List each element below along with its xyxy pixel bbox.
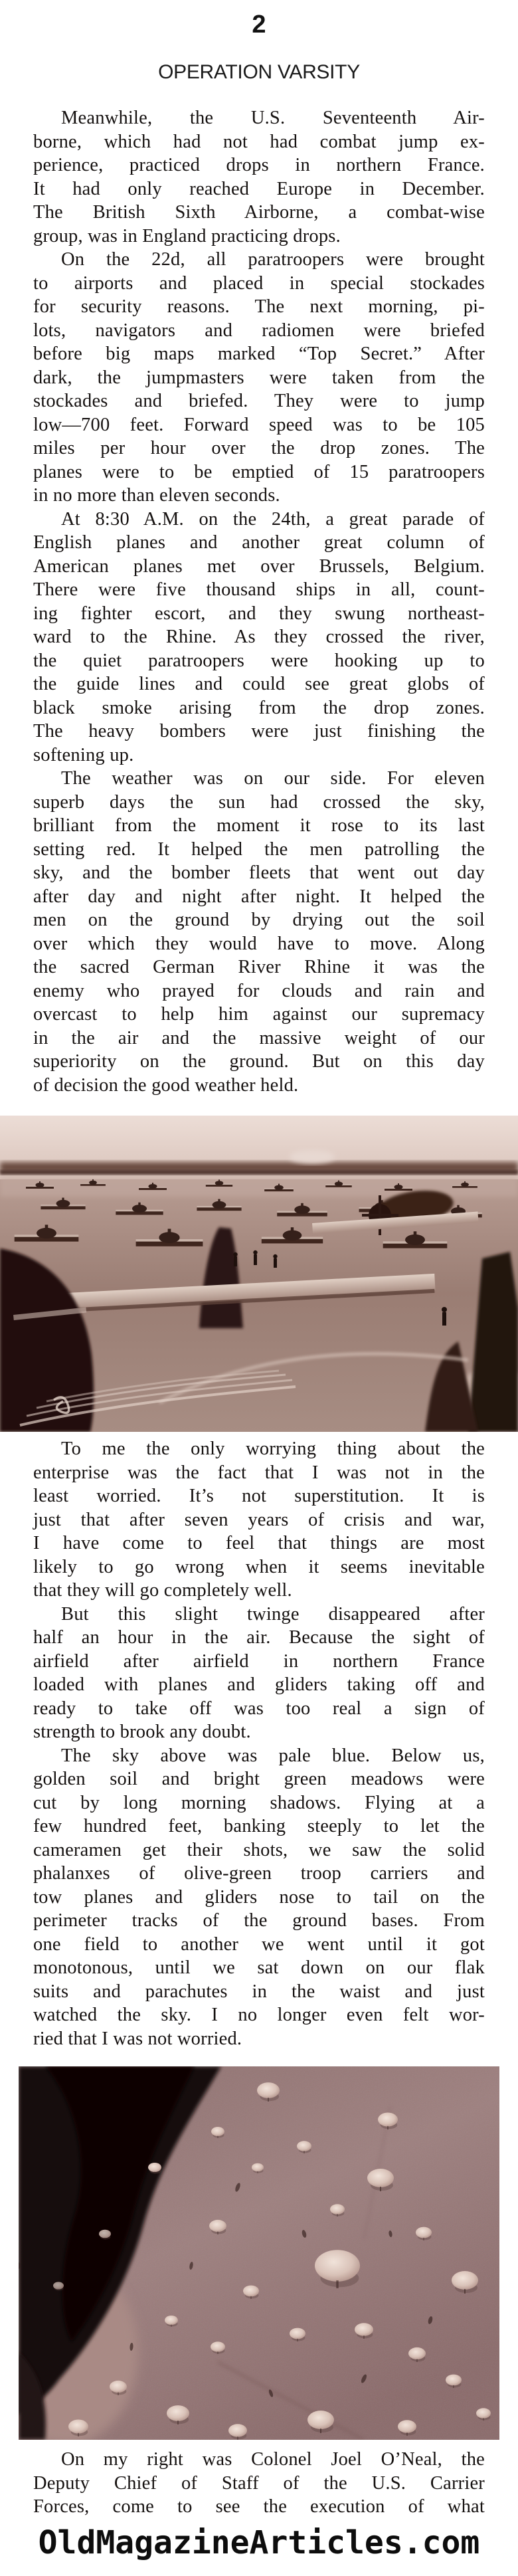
text-line: superb days the sun had crossed the sky, — [33, 791, 485, 813]
text-line: cut by long morning shadows. Flying at a — [33, 1792, 485, 1813]
text-line: likely to go wrong when it seems inevitable — [33, 1556, 485, 1577]
text-line: to airports and placed in special stockades — [33, 272, 485, 294]
text-line: monotonous, until we sat down on our flak — [33, 1957, 485, 1978]
article-text-section — [0, 2448, 518, 2519]
text-line: The weather was on our side. For eleven — [61, 768, 485, 789]
text-line: group, was in England practicing drops. — [33, 225, 341, 247]
text-line: I have come to feel that things are most — [33, 1533, 485, 1553]
text-line: The British Sixth Airborne, a combat-wise — [33, 202, 485, 223]
text-line: few hundred feet, banking steeply to let the — [33, 1816, 485, 1836]
text-line: dark, the jumpmasters were taken from the — [33, 367, 485, 388]
text-line: stockades and briefed. They were to jump — [33, 391, 485, 411]
text-line: strength to brook any doubt. — [33, 1722, 251, 1742]
text-line: But this slight twinge disappeared after — [61, 1603, 485, 1625]
site-watermark: OldMagazineArticles.com — [38, 2524, 480, 2561]
paragraph — [33, 1744, 485, 2051]
text-line: cameramen get their shots, we saw the solid — [33, 1839, 485, 1860]
text-line: ried that I was not worried. — [33, 2028, 242, 2049]
text-line: in the air and the massive weight of our — [33, 1027, 485, 1048]
text-line: Meanwhile, the U.S. Seventeenth Air- — [61, 108, 485, 128]
text-line: lots, navigators and radiomen were briefed — [33, 320, 485, 341]
text-line: the sacred German River Rhine it was the — [33, 957, 485, 977]
text-line: On my right was Colonel Joel O’Neal, the — [61, 2449, 485, 2470]
text-line: sky, and the bomber fleets that went out day — [33, 862, 485, 883]
text-line: low—700 feet. Forward speed was to be 105 — [33, 414, 485, 435]
text-line: suits and parachutes in the waist and just — [33, 1981, 485, 2002]
paragraph — [33, 767, 485, 1097]
text-line: for security reasons. The next morning, pi- — [33, 296, 485, 317]
text-line: watched the sky. I no longer even felt wor- — [33, 2005, 485, 2025]
article-title: OPERATION VARSITY — [158, 61, 360, 83]
text-line: over which they would have to move. Along — [33, 933, 485, 954]
text-line: superiority on the ground. But on this day — [33, 1051, 485, 1072]
text-line: men on the ground by drying out the soil — [33, 910, 485, 930]
text-line: perience, practiced drops in northern France. — [33, 155, 485, 175]
paragraph — [33, 1603, 485, 1744]
text-line: Deputy Chief of Staff of the U.S. Carrier — [33, 2472, 485, 2494]
text-line: that they will go completely well. — [33, 1580, 292, 1601]
text-line: At 8:30 A.M. on the 24th, a great parade of — [61, 508, 485, 530]
text-line: borne, which had not had combat jump ex- — [33, 131, 485, 152]
paragraph — [33, 248, 485, 508]
text-line: golden soil and bright green meadows were — [33, 1769, 485, 1789]
text-line: ward to the Rhine. As they crossed the river, — [33, 627, 485, 647]
text-line: ing fighter escort, and they swung northeast- — [33, 603, 485, 624]
parachute-drop-photo — [19, 2066, 499, 2440]
text-line: phalanxes of olive-green troop carriers and — [33, 1863, 485, 1884]
text-line: the quiet paratroopers were hooking up to — [33, 650, 485, 671]
text-line: There were five thousand ships in all, count- — [33, 579, 485, 600]
text-line: perimeter tracks of the ground bases. From — [33, 1910, 485, 1931]
text-line: enterprise was the fact that I was not in the — [33, 1462, 485, 1483]
text-line: English planes and another great column of — [33, 532, 485, 553]
paragraph — [33, 1437, 485, 1603]
text-line: airfield after airfield in northern France — [33, 1650, 485, 1672]
text-line: softening up. — [33, 744, 134, 765]
text-line: one field to another we went until it got — [33, 1933, 485, 1955]
text-line: enemy who prayed for clouds and rain and — [33, 980, 485, 1001]
paragraph — [33, 508, 485, 767]
text-line: in no more than eleven seconds. — [33, 485, 280, 506]
article-text-section — [0, 1437, 518, 2050]
text-line: The sky above was pale blue. Below us, — [61, 1745, 485, 1766]
text-line: Forces, come to see the execution of what — [33, 2496, 485, 2517]
text-line: of decision the good weather held. — [33, 1074, 299, 1096]
paragraph — [33, 106, 485, 248]
text-line: To me the only worrying thing about the — [61, 1438, 485, 1459]
text-line: American planes met over Brussels, Belgium. — [33, 555, 485, 577]
text-line: just that after seven years of crisis and war, — [33, 1509, 485, 1530]
text-line: miles per hour over the drop zones. The — [33, 438, 485, 458]
text-line: before big maps marked “Top Secret.” After — [33, 344, 485, 364]
text-line: loaded with planes and gliders taking off and — [33, 1674, 485, 1695]
text-line: On the 22d, all paratroopers were brought — [61, 249, 485, 270]
text-line: planes were to be emptied of 15 paratroopers — [33, 461, 485, 482]
page-number: 2 — [252, 11, 266, 39]
text-line: black smoke arising from the drop zones. — [33, 697, 485, 718]
text-line: after day and night after night. It helped the — [33, 886, 485, 907]
article-text-section — [0, 106, 518, 1097]
text-line: tow planes and gliders nose to tail on the — [33, 1886, 485, 1908]
text-line: It had only reached Europe in December. — [33, 178, 485, 199]
text-line: half an hour in the air. Because the sight of — [33, 1627, 485, 1648]
text-line: brilliant from the moment it rose to its last — [33, 815, 485, 836]
text-line: least worried. It’s not superstitution. It is — [33, 1486, 485, 1506]
gliders-airfield-photo — [0, 1116, 518, 1432]
text-line: The heavy bombers were just finishing the — [33, 721, 485, 742]
text-line: the guide lines and could see great globs of — [33, 674, 485, 694]
text-line: overcast to help him against our supremacy — [33, 1004, 485, 1025]
text-line: setting red. It helped the men patrolling the — [33, 839, 485, 860]
paragraph — [33, 2448, 485, 2519]
text-line: ready to take off was too real a sign of — [33, 1698, 485, 1719]
